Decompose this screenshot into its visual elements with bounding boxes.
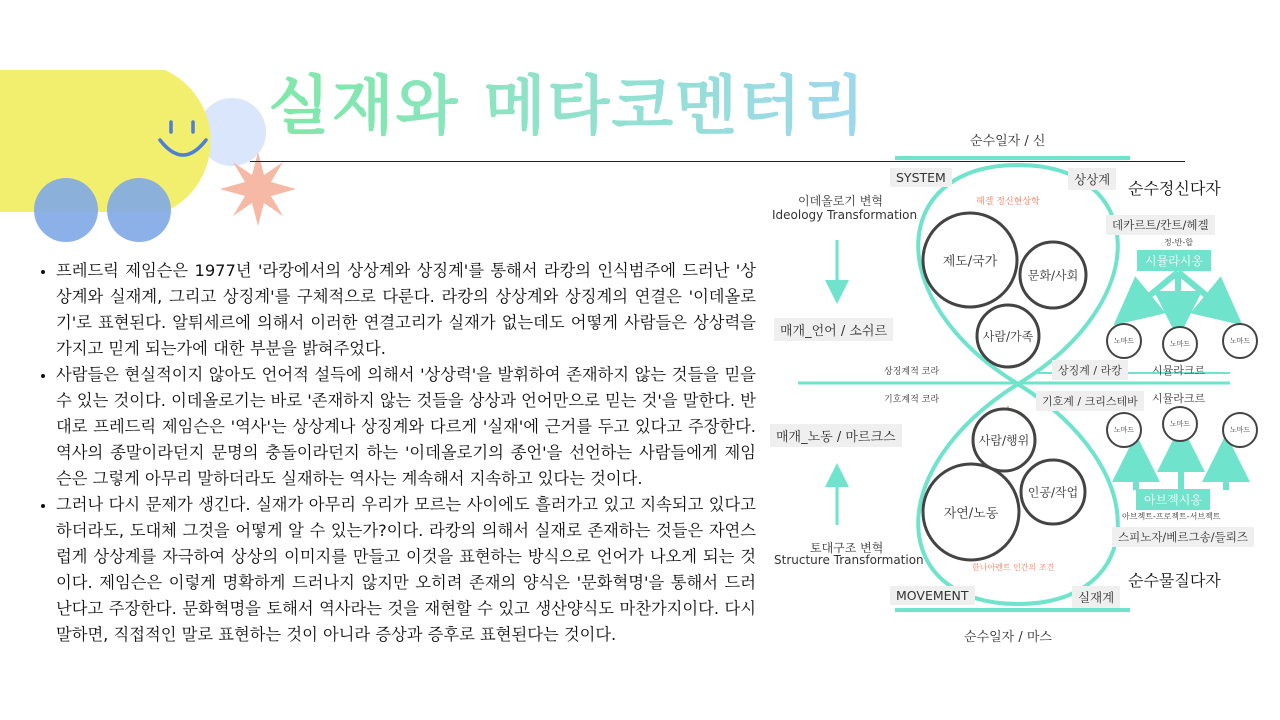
medium-labor-label: 매개_노동 / 마르크스: [770, 424, 902, 447]
structure-ko: 토대구조 변혁: [810, 541, 884, 555]
descartes-label: 데카르트/칸트/헤겔: [1106, 215, 1215, 235]
nomad-node: 노마드: [1106, 323, 1142, 359]
dialectic-label: 정-반-합: [1164, 238, 1193, 247]
nomad-node: 노마드: [1162, 406, 1198, 442]
semiotic-kristeva: 기호계 / 크리스테바: [1036, 391, 1144, 411]
spinoza-label: 스피노자/베르그송/들뢰즈: [1112, 527, 1254, 547]
blue-circle-right: [107, 178, 171, 242]
ideology-en: Ideology Transformation: [772, 208, 918, 222]
imaginary-label: 상상계: [1068, 168, 1116, 190]
circle-label: 문화/사회: [1027, 268, 1079, 283]
movement-label: MOVEMENT: [890, 586, 975, 605]
body-text: [32, 258, 756, 648]
pure-mind-label: 순수정신다자: [1128, 179, 1221, 198]
diagram: [760, 120, 1280, 720]
symbolic-lacan: 상징계 / 라캉: [1052, 360, 1128, 380]
page-title: 실재와 메타코멘터리: [268, 55, 867, 147]
bullet-item: • 프레드릭 제임슨은 1977년 '라캉에서의 상상계와 상징계'를 통해서 라캉의 인식범주에 드러난 '상상계와 실재계, 그리고 상징계'를 구체적으로 다룬다. 라캉의 상상계와 상징계의 연결은 '이데올로기'로 표현된다. 알튀세르에 의해서 이러한 연결고리가 실재가 없는데도 어떻게 사람들은 상상력을 가지고 믿게 되는가에 대한 부분을 밝혀주었다.: [56, 258, 756, 362]
simulacra-lower: 시뮬라크르: [1152, 392, 1206, 405]
circle-label: 제도/국가: [942, 254, 998, 270]
real-label: 실재계: [1072, 586, 1120, 608]
medium-lang-label: 매개_언어 / 소쉬르: [774, 318, 893, 341]
nomad-node: 노마드: [1106, 412, 1142, 448]
arendt-label: 한나아렌트 인간의 조건: [972, 563, 1055, 572]
semiotic-chora: 기호계적 코라: [884, 395, 940, 405]
bullet-item: • 사람들은 현실적이지 않아도 언어적 설득에 의해서 '상상력'을 발휘하여 존재하지 않는 것들을 믿을 수 있는 것이다. 이데올로기는 바로 '존재하지 않는 것들을 상상과 언어만으로 믿는 것'을 말한다. 반대로 프레드릭 제임슨은 '역사'는 상상계나 상징계와 다르게 '실재'에 근거를 두고 있다고 주장한다. 역사의 종말이라던지 문명의 충돌이라던지 하는 '이데올로기의 종언'을 선언하는 사람들에게 제임슨은 그렇게 아무리 말하더라도 실재하는 역사는 계속해서 지속하고 있다는 것이다.: [56, 362, 756, 492]
circle-label: 사람/가족: [982, 329, 1034, 344]
hegel-label: 헤겔 정신현상학: [976, 197, 1040, 207]
abject-label: 아브젝시옹: [1136, 489, 1210, 510]
nomad-node: 노마드: [1222, 412, 1258, 448]
abject-sub-label: 아브젝트-프로젝트-서브젝트: [1122, 512, 1221, 521]
top-label: 순수일자 / 신: [970, 134, 1046, 149]
ideology-ko: 이데올로기 변혁: [798, 194, 883, 208]
nomad-node: 노마드: [1222, 323, 1258, 359]
symbolic-chora: 상징계적 코라: [884, 367, 940, 377]
system-label: SYSTEM: [890, 168, 952, 187]
bullet-list: [32, 258, 756, 648]
circle-label: 인공/작업: [1027, 485, 1079, 500]
simulacra-upper: 시뮬라크르: [1152, 364, 1206, 377]
circle-label: 자연/노동: [943, 506, 999, 522]
decorative-shapes: [0, 60, 310, 250]
pure-matter-label: 순수물질다자: [1128, 571, 1221, 590]
simulacre-label: 시뮬라시옹: [1137, 250, 1211, 271]
structure-en: Structure Transformation: [774, 553, 924, 567]
yellow-blob: [0, 70, 211, 212]
bottom-label: 순수일자 / 마스: [964, 630, 1052, 645]
blue-circle-left: [34, 178, 98, 242]
bullet-item: • 그러나 다시 문제가 생긴다. 실재가 아무리 우리가 모르는 사이에도 흘러가고 있고 지속되고 있다고 하더라도, 도대체 그것을 어떻게 알 수 있는가?이다. 라캉의 의해서 실재로 존재하는 것들은 자연스럽게 상상계를 자극하여 상상의 이미지를 만들고 이것을 표현하는 방식으로 언어가 나오게 되는 것이다. 제임슨은 이렇게 명확하게 드러나지 않지만 오히려 존재의 양식은 '문화혁명'을 통해서 드러난다고 주장한다. 문화혁명을 토해서 역사라는 것을 재현할 수 있고 생산양식도 마찬가지이다. 다시 말하면, 직접적인 말로 표현하는 것이 아니라 증상과 증후로 표현된다는 것이다.: [56, 492, 756, 648]
circle-label: 사람/행위: [978, 433, 1030, 448]
nomad-node: 노마드: [1162, 326, 1198, 362]
